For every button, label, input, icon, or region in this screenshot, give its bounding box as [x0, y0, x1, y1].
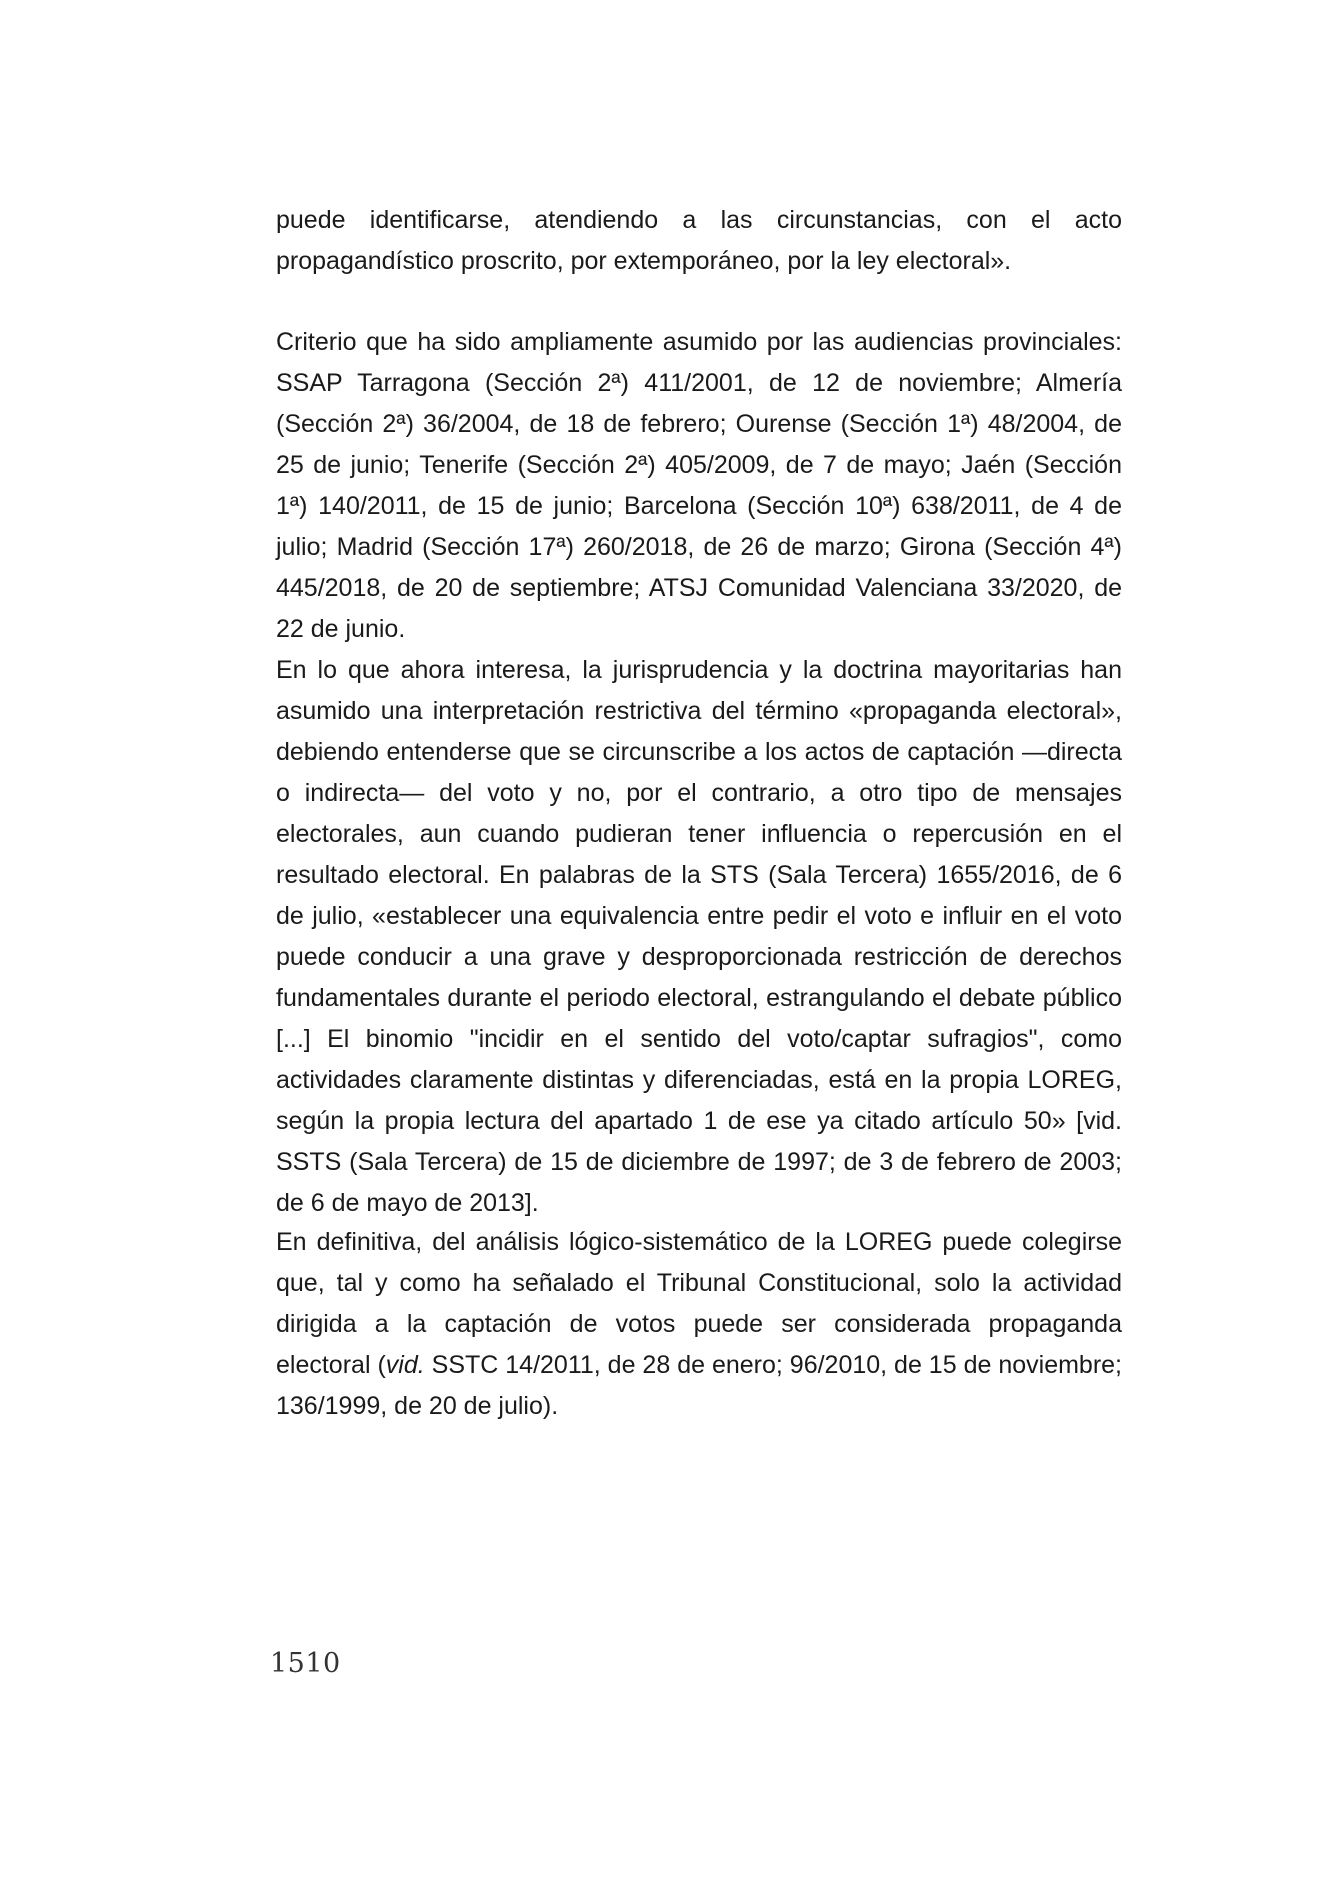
- paragraph-jurisprudence: En lo que ahora interesa, la jurisprudencia y la doctrina mayoritarias han asumido una interpretación restrictiva del término «propaganda electoral», debiendo entenderse que se circunscribe a los actos de captación —directa o indirecta— del voto y no, por el contrario, a otro tipo de mensajes electorales, aun cuando pudieran tener influencia o repercusión en el resultado electoral. En palabras de la STS (Sala Tercera) 1655/2016, de 6 de julio, «establecer una equivalencia entre pedir el voto e influir en el voto puede conducir a una grave y desproporcionada restricción de derechos fundamentales durante el periodo electoral, estrangulando el debate público [...] El binomio "incidir en el sentido del voto/captar sufragios", como actividades claramente distintas y diferenciadas, está en la propia LOREG, según la propia lectura del apartado 1 de ese ya citado artículo 50» [vid. SSTS (Sala Tercera) de 15 de diciembre de 1997; de 3 de febrero de 2003; de 6 de mayo de 2013].: [276, 656, 1122, 1217]
- paragraph-conclusion-text-after: SSTC 14/2011, de 28 de enero; 96/2010, de 15 de noviembre; 136/1999, de 20 de julio).: [276, 1351, 1122, 1420]
- paragraph-conclusion-vid: vid.: [385, 1351, 425, 1379]
- paragraph-conclusion-text-before: En definitiva, del análisis lógico-sistemático de la LOREG puede colegirse que, tal y como ha señalado el Tribunal Constitucional, solo la actividad dirigida a la captación de votos puede ser considerada propaganda electoral (: [276, 1228, 1122, 1379]
- page-number: 1510: [270, 1648, 341, 1679]
- paragraph-provincial-courts: Criterio que ha sido ampliamente asumido por las audiencias provinciales: SSAP Tarragona (Sección 2ª) 411/2001, de 12 de noviembre; Almería (Sección 2ª) 36/2004, de 18 de febrero; Ourense (Sección 1ª) 48/2004, de 25 de junio; Tenerife (Sección 2ª) 405/2009, de 7 de mayo; Jaén (Sección 1ª) 140/2011, de 15 de junio; Barcelona (Sección 10ª) 638/2011, de 4 de julio; Madrid (Sección 17ª) 260/2018, de 26 de marzo; Girona (Sección 4ª) 445/2018, de 20 de septiembre; ATSJ Comunidad Valenciana 33/2020, de 22 de junio.: [276, 328, 1122, 643]
- paragraph-conclusion: [276, 1222, 1122, 1427]
- paragraph-quote-ending: puede identificarse, atendiendo a las circunstancias, con el acto propagandístico proscrito, por extemporáneo, por la ley electoral».: [276, 206, 1122, 275]
